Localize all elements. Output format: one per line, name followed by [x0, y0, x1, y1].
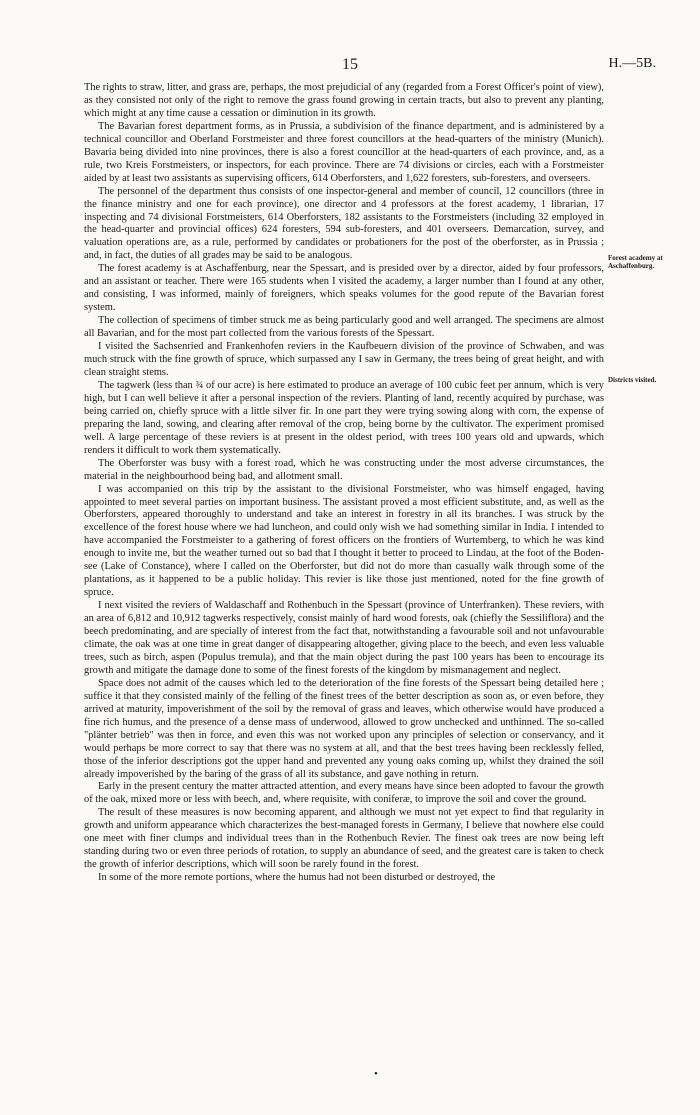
paragraph: The result of these measures is now becoming apparent, and although we must not yet expect to find that regularity in growth and uniform appearance which characterizes the best-managed forests in Germany, I believe that nowhere else could one meet with finer clumps and individual trees than in the Rothenbuch Revier. The finest oak trees are now being left standing during two or even three periods of rotation, to supply an abundance of seed, and the greatest care is taken to check the growth of inferior descriptions, which will soon be rarely found in the forest. — [84, 807, 604, 871]
paragraph: I visited the Sachsenried and Frankenhofen reviers in the Kaufbeuern division of the province of Schwaben, and was much struck with the fine growth of spruce, which surpassed any I saw in Germany, the trees being of great height, and with clean straight stems. — [84, 341, 604, 378]
paragraph: I next visited the reviers of Waldaschaff and Rothenbuch in the Spessart (province of Unterfranken). These reviers, with an area of 6,812 and 10,912 tagwerks respectively, consist mainly of hard wood forests, oak (chiefly the Sessiliflora) and the beech predominating, and are specially of interest from the fact that, notwithstanding a favourable soil and not unfavourable climate, the oak was at one time in great danger of disappearing altogether, giving place to the beech, and even less valuable trees, such as birch, aspen (Populus tremula), and that the main object during the past 100 years has been to encourage its growth and mitigate the damage done to some of the finest forests of the kingdom by mismanagement and neglect. — [84, 600, 604, 676]
page-header — [0, 56, 700, 76]
paragraph: The Bavarian forest department forms, as in Prussia, a subdivision of the finance department, and is administered by a technical councillor and Oberland Forstmeister and three forest councillors at the head-quarters of the ministry (Munich). Bavaria being divided into nine provinces, there is also a forest councillor at the head-quarters of each province, and, as a rule, two Kreis Forstmeisters, or inspectors, for each province. There are 74 divisions or circles, each with a Forstmeister aided by at least two assistants as supervising officers, 614 Oberforsters, and 1,622 foresters, sub-foresters, and overseers. — [84, 120, 604, 184]
paragraph: Early in the present century the matter attracted attention, and every means have since been adopted to favour the growth of the oak, mixed more or less with beech, and, where requisite, with coniferæ, to improve the soil and cover the ground. — [84, 781, 604, 806]
paragraph: The collection of specimens of timber struck me as being particularly good and well arranged. The specimens are almost all Bavarian, and for the most part collected from the various forests of the Spessart. — [84, 315, 604, 340]
margin-note-forest-academy: Forest academy at Aschaffenburg. — [608, 254, 663, 270]
paragraph: In some of the more remote portions, where the humus had not been disturbed or destroyed, the — [98, 872, 496, 884]
paragraph: I was accompanied on this trip by the assistant to the divisional Forstmeister, who was himself engaged, having appointed to meet several parties on important business. The assistant proved a most efficient substitute, and, as well as the Oberforsters, appeared thoroughly to understand and take an interest in forestry in all its branches. I was struck by the excellence of the forest house where we had luncheon, and could only wish we had something similar in India. I intended to have accompanied the Forstmeister to a gathering of forest officers on the frontiers of Wurtemberg, to which he was kind enough to invite me, but the weather turned out so bad that I thought it better to proceed to Lindau, at the foot of the Boden-see (Lake of Constance), where I called on the Oberforster, but did not do more than casually walk through some of the plantations, as it happened to be a public holiday. This revier is like those just mentioned, noted for the fine growth of spruce. — [84, 483, 604, 599]
paragraph: The tagwerk (less than ¾ of our acre) is here estimated to produce an average of 100 cubic feet per annum, which is very high, but I can well believe it after a personal inspection of the reviers. Planting of land, recently acquired by purchase, was being carried on, chiefly spruce with a little silver fir. In one part they were trying sowing along with corn, the expense of preparing the land, sowing, and clearing after removal of the crop, being borne by the cultivator. The experiment promised well. A large percentage of these reviers is at present in the oldest period, with trees 100 years old and upwards, which renders it difficult to work them systematically. — [84, 379, 604, 456]
footer-mark: • — [374, 1068, 378, 1080]
body-text — [84, 82, 604, 885]
paragraph: The personnel of the department thus consists of one inspector-general and member of council, 12 councillors (three in the finance ministry and one for each province), one director and 4 professors at the forest academy, 1 librarian, 17 inspecting and 74 divisional Forstmeisters, 614 Oberforsters, 182 assistants to the Forstmeisters (including 32 employed in the head-quarter and provincial offices) 624 foresters, 594 sub-foresters, and 401 overseers. Demarcation, survey, and valuation operations are, as a rule, performed by candidates or probationers for the post of the oberforster, as in Prussia ; and, in fact, the duties of all grades may be said to be analogous. — [84, 185, 604, 262]
paragraph: The forest academy is at Aschaffenburg, near the Spessart, and is presided over by a director, aided by four professors, and an assistant or teacher. There were 165 students when I visited the academy, a larger number than I found at any other, and consisting, I was informed, mainly of foreigners, which speaks volumes for the good repute of the Bavarian forest system. — [84, 263, 604, 314]
paragraph: The Oberforster was busy with a forest road, which he was constructing under the most adverse circumstances, the material in the neighbourhood being bad, and allotment small. — [84, 457, 604, 482]
paragraph: The rights to straw, litter, and grass are, perhaps, the most prejudicial of any (regarded from a Forest Officer's point of view), as they consisted not only of the right to remove the grass found growing in certain tracts, but also to prevent any planting, which might at any time cause a cessation or diminution in its growth. — [84, 82, 604, 119]
paper-reference: H.—5B. — [608, 56, 656, 71]
paragraph: Space does not admit of the causes which led to the deterioration of the fine forests of the Spessart being detailed here ; suffice it that they consisted mainly of the felling of the finest trees of the better description as soon as, or even before, they arrived at maturity, impoverishment of the soil by the removal of grass and leaves, which otherwise would have produced a fine rich humus, and the presence of a dense mass of underwood, allowed to grow unchecked and unthinned. The so-called "plänter betrieb" was then in force, and even this was not worked upon any principles of selection or conservancy, and it would perhaps be more correct to say that there was no system at all, and that the best trees having been recklessly felled, those of the inferior descriptions got the upper hand and prevented any young oaks coming up, whilst they drained the soil already impoverished by the baring of the grass of all its substance, and gave nothing in return. — [84, 677, 604, 780]
margin-note-districts-visited: Districts visited. — [608, 376, 657, 384]
page-number: 15 — [342, 56, 358, 73]
